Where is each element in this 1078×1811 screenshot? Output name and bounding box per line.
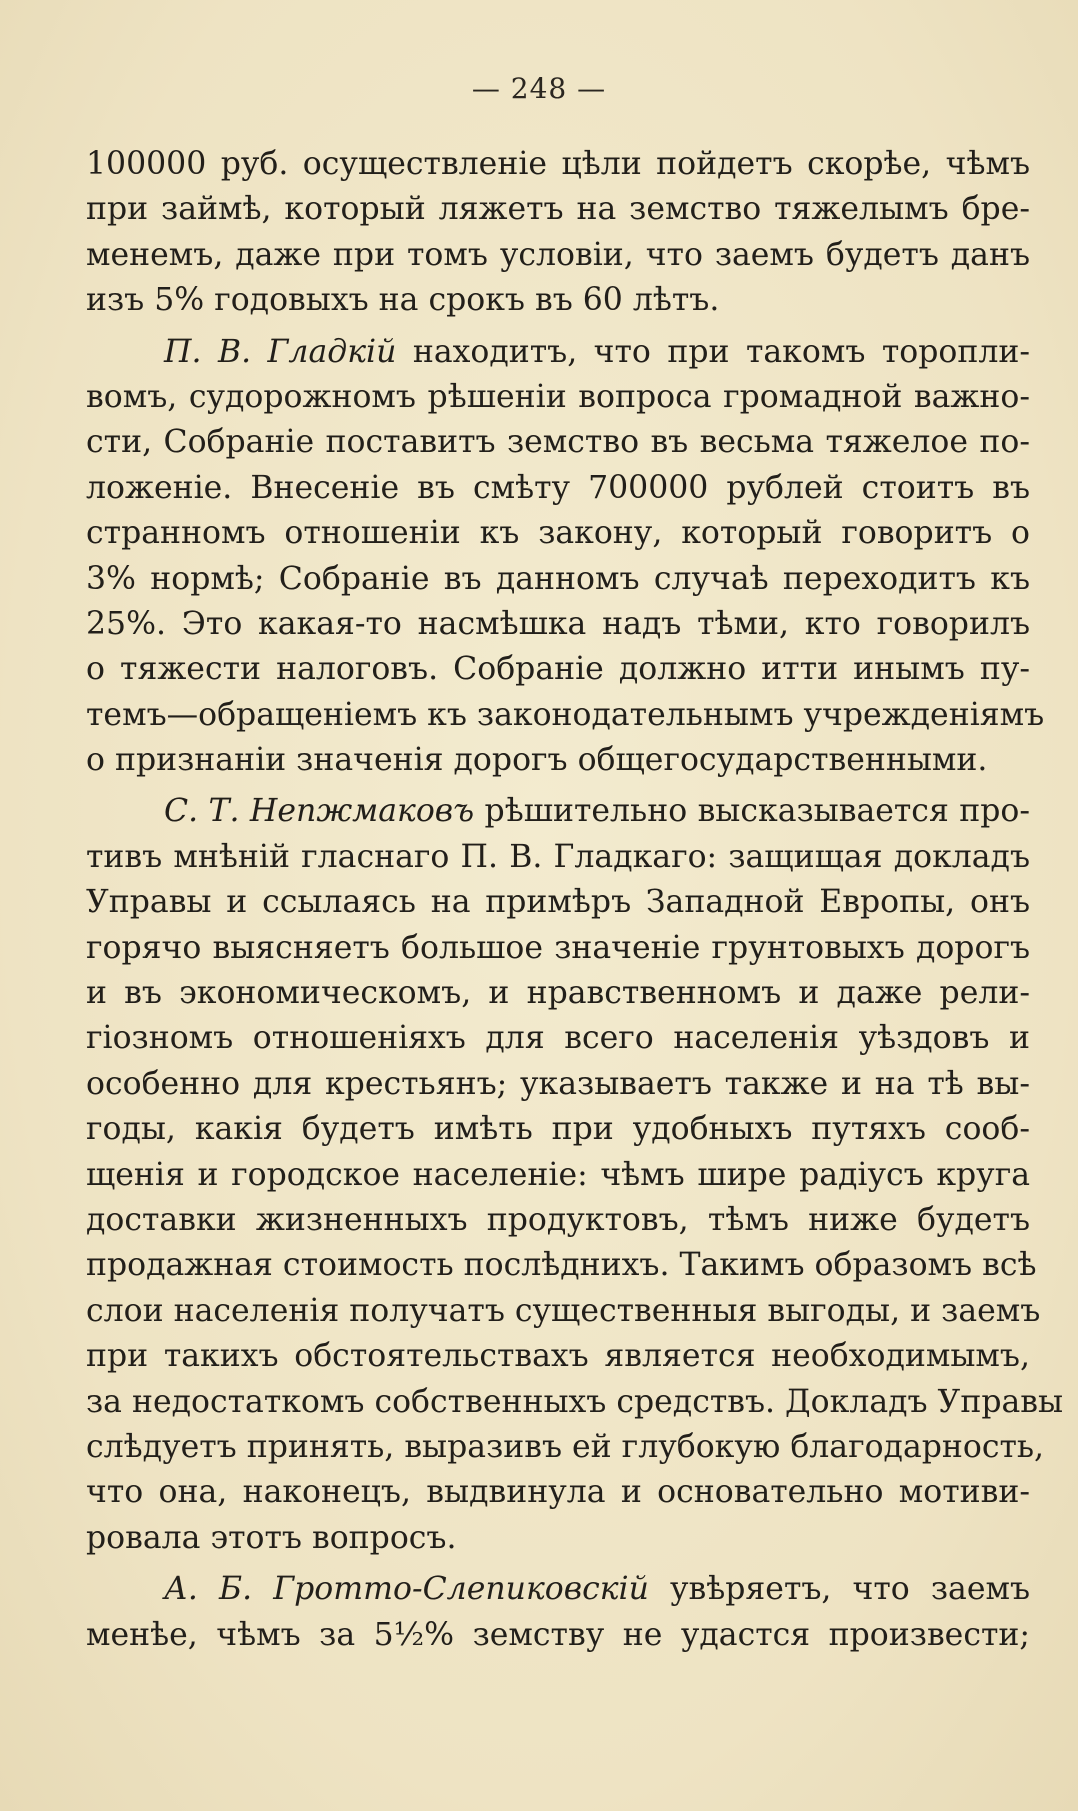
text-line: что она, наконецъ, выдвинула и основательно мотиви- xyxy=(86,1474,1030,1511)
paragraph-first-line xyxy=(86,789,1030,834)
text-line: слои населенія получатъ существенныя выгоды, и заемъ xyxy=(86,1292,1041,1329)
text-line: особенно для крестьянъ; указываетъ также и на тѣ вы- xyxy=(86,1065,1030,1102)
text-line: ложеніе. Внесеніе въ смѣту 700000 рублей стоитъ въ xyxy=(86,469,1030,506)
text-line: изъ 5% годовыхъ на срокъ въ 60 лѣтъ. xyxy=(86,282,720,319)
text-line: при такихъ обстоятельствахъ является необходимымъ, xyxy=(86,1338,1030,1375)
page-number: — 248 — xyxy=(471,72,607,105)
text-line: Управы и ссылаясь на примѣръ Западной Европы, онъ xyxy=(86,884,1030,921)
text-fragment: находитъ, что при такомъ торопли- xyxy=(396,333,1030,370)
text-line: за недостаткомъ собственныхъ средствъ. Докладъ Управы xyxy=(86,1383,1064,1420)
text-line: щенія и городское населеніе: чѣмъ шире радіусъ круга xyxy=(86,1156,1030,1193)
text-line: при займѣ, который ляжетъ на земство тяжелымъ бре- xyxy=(86,191,1030,228)
text-line: странномъ отношеніи къ закону, который говоритъ о xyxy=(86,515,1030,552)
text-line: о тяжести налоговъ. Собраніе должно итти инымъ пу- xyxy=(86,651,1030,688)
text-line: темъ—обращеніемъ къ законодательнымъ учрежденіямъ xyxy=(86,696,1045,733)
text-line: вомъ, судорожномъ рѣшеніи вопроса громадной важно- xyxy=(86,378,1030,415)
text-line: сти, Собраніе поставитъ земство въ весьма тяжелое по- xyxy=(86,424,1030,461)
text-line: гіозномъ отношеніяхъ для всего населенія уѣздовъ и xyxy=(86,1020,1030,1057)
text-fragment: рѣшительно высказывается про- xyxy=(474,793,1030,830)
speaker-name: С. Т. Непжмаковъ xyxy=(164,793,475,830)
text-line: 25%. Это какая-то насмѣшка надъ тѣми, кто говорилъ xyxy=(86,605,1030,642)
text-line: доставки жизненныхъ продуктовъ, тѣмъ ниже будетъ xyxy=(86,1201,1030,1238)
text-line: годы, какія будетъ имѣть при удобныхъ путяхъ сооб- xyxy=(86,1111,1030,1148)
speaker-name: П. В. Гладкій xyxy=(164,333,397,370)
text-line: горячо выясняетъ большое значеніе грунтовыхъ дорогъ xyxy=(86,929,1030,966)
speaker-name: А. Б. Гротто-Слепиковскій xyxy=(164,1571,649,1608)
text-line: о признаніи значенія дорогъ общегосударственными. xyxy=(86,742,988,779)
text-line: менѣе, чѣмъ за 5½% земству не удастся произвести; xyxy=(86,1616,1030,1653)
text-line: и въ экономическомъ, и нравственномъ и даже рели- xyxy=(86,975,1030,1012)
text-line: менемъ, даже при томъ условіи, что заемъ будетъ данъ xyxy=(86,236,1030,273)
text-line: продажная стоимость послѣднихъ. Такимъ образомъ всѣ xyxy=(86,1247,1037,1284)
text-line: тивъ мнѣній гласнаго П. В. Гладкаго: защищая докладъ xyxy=(86,838,1030,875)
text-line: ровала этотъ вопросъ. xyxy=(86,1519,457,1556)
paragraph-first-line xyxy=(86,330,1030,375)
page-text xyxy=(86,142,1064,1658)
text-line: 3% нормѣ; Собраніе въ данномъ случаѣ переходитъ къ xyxy=(86,560,1030,597)
paragraph-first-line xyxy=(86,1567,1030,1612)
text-line: слѣдуетъ принять, выразивъ ей глубокую благодарность, xyxy=(86,1428,1045,1465)
text-fragment: увѣряетъ, что заемъ xyxy=(648,1571,1031,1608)
text-line: 100000 руб. осуществленіе цѣли пойдетъ скорѣе, чѣмъ xyxy=(86,146,1030,182)
